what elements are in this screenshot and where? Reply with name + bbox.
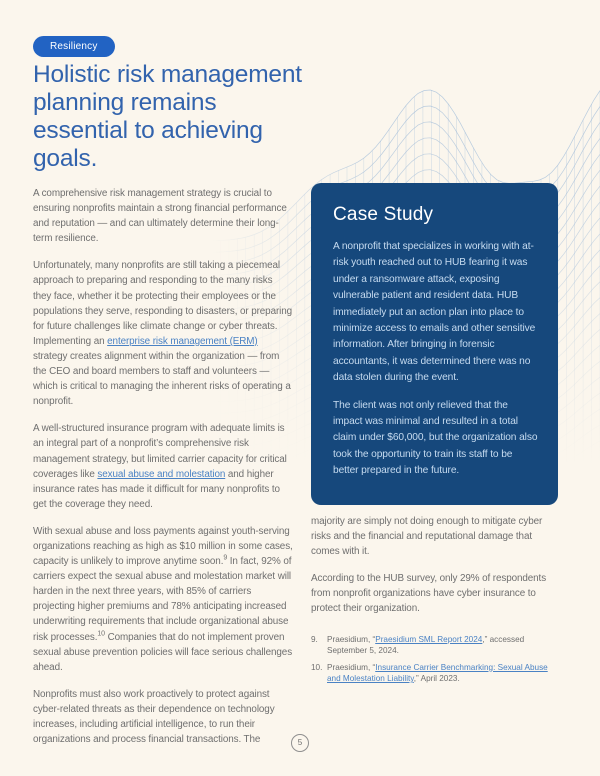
footnote-number: 10.: [311, 662, 323, 672]
body-paragraph: majority are simply not doing enough to mitigate cyber risks and the financial and reputational damage that comes with it.: [311, 516, 543, 558]
left-column: [33, 186, 293, 759]
page-number: 5: [291, 734, 309, 752]
case-study-card: [311, 183, 558, 505]
case-study-paragraph: A nonprofit that specializes in working with at-risk youth reached out to HUB fearing it was under a ransomware attack, exposing vulnerable patient and resident data. HUB immediately put an action plan into place to minimize access to emails and other sensitive information. After bringing in forensic accountants, it was determined there was no data stolen during the event.: [333, 241, 536, 384]
case-study-title: Case Study: [333, 204, 434, 225]
body-paragraph: With sexual abuse and loss payments against youth-serving organizations reaching as high as $10 million in some cases, capacity is unlikely to improve anytime soon.$^9$ In fact, 92% of carriers expect the sexual abuse and molestation market will harden in the next three years, with 85% of carriers projecting higher premiums and 78% anticipating increased underwriting requirements that include organizational abuse risk processes.$^{10}$ Companies that do not implement proven sexual abuse prevention policies will face serious challenges ahead.: [33, 525, 293, 673]
sexual-abuse-molestation-link[interactable]: sexual abuse and molestation: [97, 468, 226, 480]
footnote-list: [311, 634, 563, 685]
footnote-text: Praesidium, “Insurance Carrier Benchmarking: Sexual Abuse and Molestation Liability,” April 2023.: [327, 662, 548, 684]
footnote-marker-9: 9: [223, 554, 228, 562]
footnote-item: [311, 662, 563, 684]
erm-strategy-link[interactable]: enterprise risk management (ERM): [107, 335, 258, 347]
footnote-text: Praesidium, “Praesidium SML Report 2024,” accessed September 5, 2024.: [327, 634, 525, 655]
right-column: [311, 514, 563, 690]
page-title: Holistic risk management planning remains essential to achieving goals.: [33, 61, 302, 172]
body-paragraph: Nonprofits must also work proactively to protect against cyber-related threats as their dependence on technology increases, including artificial intelligence, to run their organizations and process financial transactions. The: [33, 688, 275, 746]
category-badge: Resiliency: [33, 36, 115, 57]
insurance-carrier-benchmarking-link[interactable]: Insurance Carrier Benchmarking: Sexual Abuse and Molestation Liability: [327, 662, 548, 684]
body-paragraph: A well-structured insurance program with adequate limits is an integral part of a nonprofit’s comprehensive risk management strategy, but limited carrier capacity for critical coverages like sexual abuse and molestation and higher insurance rates has made it difficult for many nonprofits to get the coverage they need.: [33, 423, 287, 510]
footnote-marker-10: 10: [97, 630, 105, 638]
body-paragraph: A comprehensive risk management strategy is crucial to ensuring nonprofits maintain a strong financial performance and reputation — and can ultimately determine their long-term resilience.: [33, 188, 287, 245]
footnote-number: 9.: [311, 634, 318, 644]
footnote-item: [311, 634, 563, 656]
body-paragraph: According to the HUB survey, only 29% of respondents from nonprofit organizations have cyber insurance to protect their organization.: [311, 573, 547, 615]
body-paragraph: Unfortunately, many nonprofits are still taking a piecemeal approach to preparing and responding to the many risks they face, whether it be protecting their employees or the populations they serve, responding to disasters, or preparing for future challenges like climate change or cyber threats. Implementing an enterprise risk management (ERM) strategy creates alignment within the organization — from the CEO and board members to staff and volunteers — which is critical to managing the inherent risks of operating a nonprofit.: [33, 260, 293, 408]
praesidium-sml-report-link[interactable]: Praesidium SML Report 2024: [375, 634, 483, 644]
case-study-paragraph: The client was not only relieved that the impact was minimal and resulted in a total claim under $60,000, but the organization also took the opportunity to train its staff to be better prepared in the future.: [333, 399, 538, 477]
